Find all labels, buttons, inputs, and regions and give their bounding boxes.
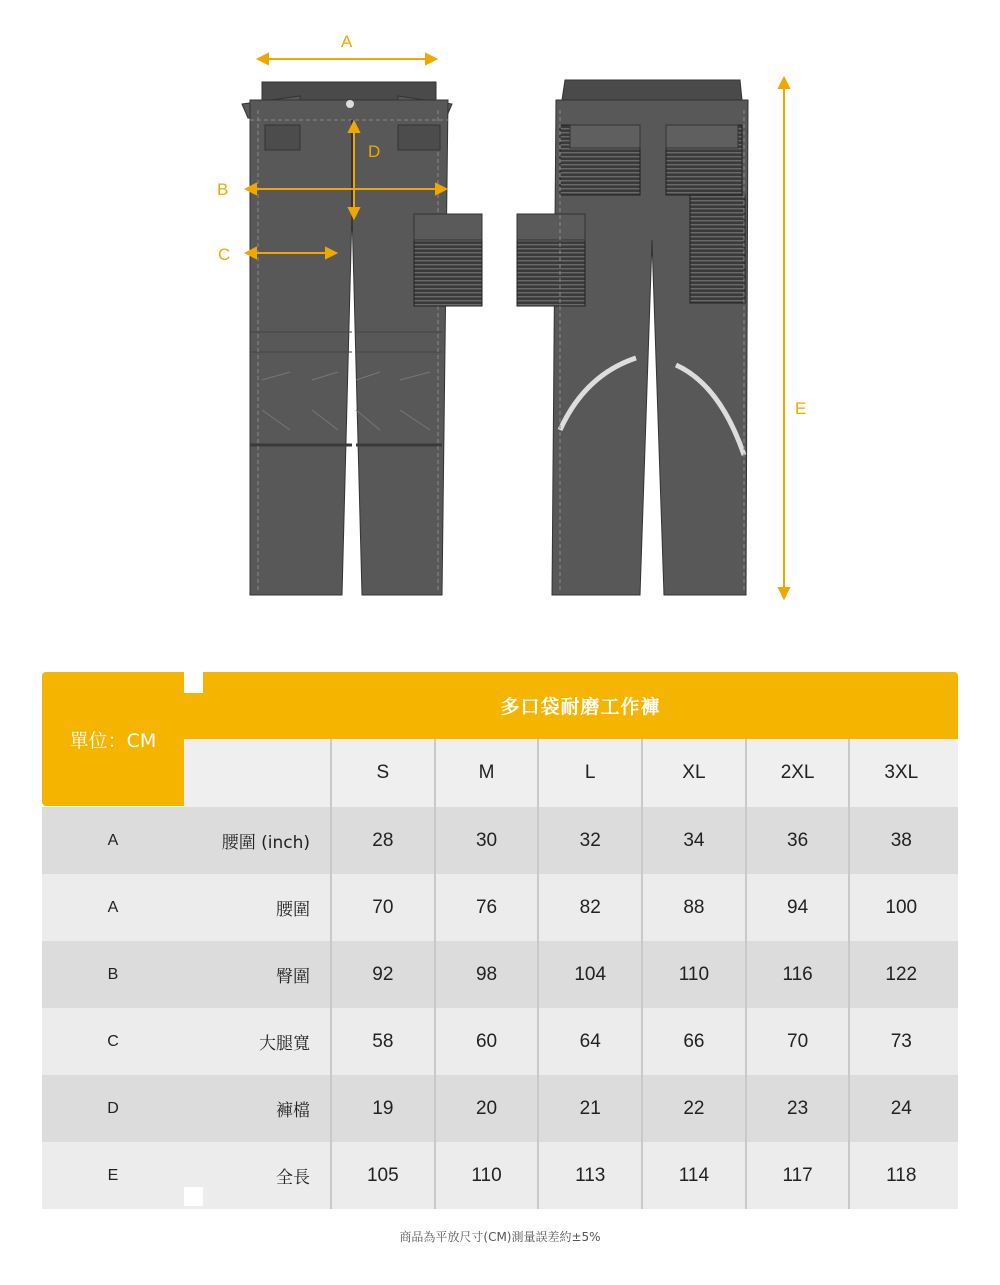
table-row <box>42 1075 958 1142</box>
table-cell: 34 <box>641 807 745 874</box>
table-cell: 117 <box>745 1142 849 1209</box>
row-key: C <box>107 1032 119 1050</box>
pants-diagram <box>0 0 1000 640</box>
row-key: D <box>107 1099 119 1117</box>
table-cell: 30 <box>434 807 538 874</box>
size-header-row <box>184 739 958 807</box>
table-cell: 70 <box>745 1008 849 1075</box>
table-cell: 23 <box>745 1075 849 1142</box>
table-cell: 58 <box>330 1008 434 1075</box>
pants-back <box>517 80 748 595</box>
table-cell: 105 <box>330 1142 434 1209</box>
size-header: XL <box>641 739 745 807</box>
row-label: 腰圍 <box>276 900 310 920</box>
label-b: B <box>217 180 229 199</box>
row-label: 大腿寬 <box>259 1034 310 1054</box>
table-cell: 76 <box>434 874 538 941</box>
row-label: 臀圍 <box>276 967 310 987</box>
table-cell: 92 <box>330 941 434 1008</box>
table-cell: 21 <box>537 1075 641 1142</box>
table-row <box>42 1142 958 1209</box>
row-label: 全長 <box>276 1168 310 1188</box>
table-cell: 113 <box>537 1142 641 1209</box>
table-cell: 88 <box>641 874 745 941</box>
label-a: A <box>341 32 353 51</box>
table-row <box>42 941 958 1008</box>
unit-label: 單位：CM <box>42 672 184 806</box>
row-key: A <box>107 831 119 849</box>
table-cell: 110 <box>641 941 745 1008</box>
table-cell: 66 <box>641 1008 745 1075</box>
row-key: B <box>107 965 119 983</box>
table-cell: 20 <box>434 1075 538 1142</box>
table-cell: 38 <box>848 807 952 874</box>
table-cell: 116 <box>745 941 849 1008</box>
table-cell: 24 <box>848 1075 952 1142</box>
label-c: C <box>218 245 231 264</box>
table-cell: 114 <box>641 1142 745 1209</box>
table-cell: 100 <box>848 874 952 941</box>
table-cell: 98 <box>434 941 538 1008</box>
row-key: A <box>107 898 119 916</box>
table-cell: 104 <box>537 941 641 1008</box>
table-cell: 28 <box>330 807 434 874</box>
size-header: 3XL <box>848 739 952 807</box>
pants-front <box>242 82 482 595</box>
table-cell: 118 <box>848 1142 952 1209</box>
table-cell: 73 <box>848 1008 952 1075</box>
table-cell: 110 <box>434 1142 538 1209</box>
table-cell: 82 <box>537 874 641 941</box>
header-connector <box>184 693 203 739</box>
label-e: E <box>795 399 807 418</box>
table-cell: 60 <box>434 1008 538 1075</box>
table-row <box>42 807 958 874</box>
row-label: 褲檔 <box>276 1101 310 1121</box>
table-row <box>42 1008 958 1075</box>
label-d: D <box>368 142 381 161</box>
table-cell: 22 <box>641 1075 745 1142</box>
table-cell: 70 <box>330 874 434 941</box>
footer-notch <box>184 1187 203 1206</box>
size-header-spacer <box>184 739 330 807</box>
size-header: S <box>330 739 434 807</box>
table-row <box>42 874 958 941</box>
row-key: E <box>107 1166 119 1184</box>
table-cell: 36 <box>745 807 849 874</box>
table-cell: 122 <box>848 941 952 1008</box>
table-cell: 94 <box>745 874 849 941</box>
product-title: 多口袋耐磨工作褲 <box>203 672 958 739</box>
footnote: 商品為平放尺寸(CM)測量誤差約±5% <box>399 1230 601 1244</box>
header-notch <box>184 672 203 691</box>
size-header: M <box>434 739 538 807</box>
table-cell: 64 <box>537 1008 641 1075</box>
table-cell: 32 <box>537 807 641 874</box>
size-header: L <box>537 739 641 807</box>
size-header: 2XL <box>745 739 849 807</box>
row-label: 腰圍 (inch) <box>221 833 310 853</box>
table-cell: 19 <box>330 1075 434 1142</box>
